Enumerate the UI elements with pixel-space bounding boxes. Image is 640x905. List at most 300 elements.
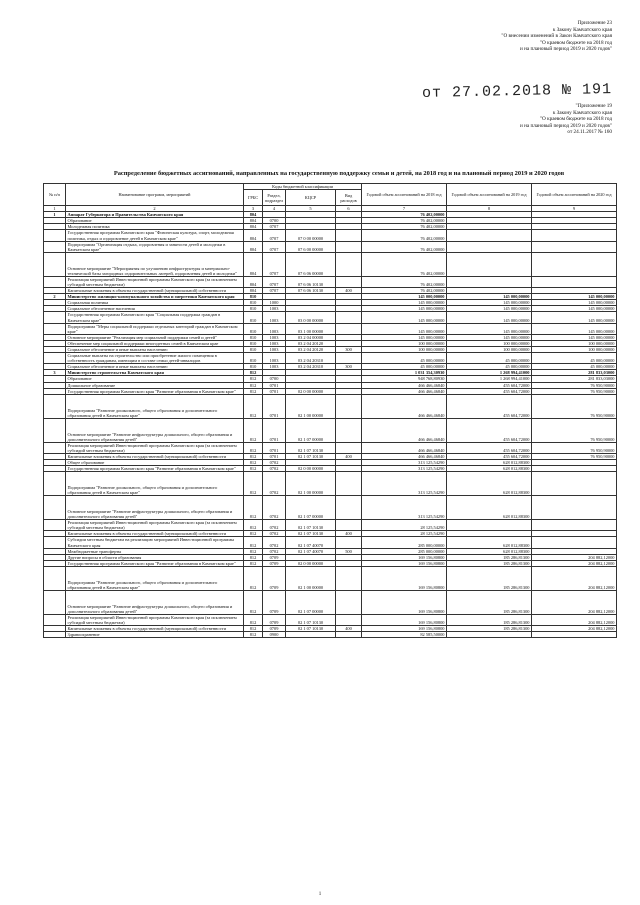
cell-kcsr: 02 1 07 00000 <box>286 418 336 442</box>
cell-y2019: 185 286,81300 <box>447 590 532 614</box>
page-number: 1 <box>318 892 322 897</box>
cell-grbs: 810 <box>244 364 263 370</box>
cell-vr <box>336 394 362 418</box>
col-name: Наименование программ, мероприятий <box>66 184 244 206</box>
cell-vr: 500 <box>336 548 362 554</box>
cell-grbs: 810 <box>244 312 263 323</box>
cell-name: Социальная политика <box>66 300 244 306</box>
cell-y2019 <box>447 632 532 638</box>
cell-y2018: 313 125,54290 <box>362 466 447 472</box>
cell-name: Межбюджетные трансферты <box>66 548 244 554</box>
cell-vr: 300 <box>336 346 362 352</box>
cell-num <box>44 230 66 241</box>
cell-vr <box>336 590 362 614</box>
cell-y2019: 455 604,72000 <box>447 442 532 453</box>
cell-y2018: 76 402,00000 <box>362 276 447 287</box>
cell-kcsr: 03 0 00 00000 <box>286 312 336 323</box>
cell-y2020: 204 882,12000 <box>532 554 617 560</box>
document-title: Распределение бюджетных ассигнований, направленных на государственную поддержку семьи и детей, на 2018 год и на плановый период 2019 и 2020 годов <box>113 170 565 177</box>
cell-grbs: 810 <box>244 346 263 352</box>
table-row <box>44 442 617 453</box>
cell-name: Капитальные вложения в объекты государственной (муниципальной) собственности <box>66 626 244 632</box>
column-index: 2 <box>66 206 244 212</box>
cell-grbs: 812 <box>244 442 263 453</box>
cell-kcsr: 02 1 07 10130 <box>286 531 336 537</box>
cell-y2020: 100 000,00000 <box>532 346 617 352</box>
cell-kcsr: 02 1 00 00000 <box>286 394 336 418</box>
cell-y2020: 281 833,03000 <box>532 376 617 382</box>
cell-grbs: 812 <box>244 394 263 418</box>
cell-grbs: 812 <box>244 590 263 614</box>
cell-name: Реализация мероприятий Инвестиционной программы Камчатского края (за исключением субсидий местным бюджетам) <box>66 442 244 453</box>
cell-grbs: 812 <box>244 388 263 394</box>
col-num: № п/п <box>44 184 66 206</box>
cell-y2020 <box>532 230 617 241</box>
cell-rz: 0702 <box>263 496 286 520</box>
cell-name: Образование <box>66 218 244 224</box>
cell-rz: 1003 <box>263 334 286 340</box>
cell-grbs: 812 <box>244 418 263 442</box>
cell-y2018: 313 125,54290 <box>362 472 447 496</box>
cell-y2018: 948 768,80930 <box>362 376 447 382</box>
cell-name: Реализация мероприятий Инвестиционной программы Камчатского края (за исключением субсидий местным бюджетам) <box>66 520 244 531</box>
cell-name: Социальное обеспечение и иные выплаты населению <box>66 364 244 370</box>
cell-name: Основное мероприятие "Развитие инфраструктуры дошкольного, общего образования и дополнительного образования детей" <box>66 590 244 614</box>
cell-rz: 0709 <box>263 560 286 566</box>
col-codes: Коды бюджетной классификации <box>244 184 362 190</box>
cell-vr <box>336 632 362 638</box>
cell-kcsr: 02 1 07 10130 <box>286 453 336 459</box>
cell-y2020: 145 000,00000 <box>532 300 617 306</box>
cell-y2020: 76 950,90000 <box>532 388 617 394</box>
table-row <box>44 312 617 323</box>
cell-rz: 0707 <box>263 241 286 252</box>
cell-y2018: 76 402,00000 <box>362 224 447 230</box>
cell-kcsr: 07 6 06 10130 <box>286 288 336 294</box>
cell-y2020 <box>532 276 617 287</box>
cell-y2020 <box>532 520 617 531</box>
cell-y2019: 628 012,88300 <box>447 466 532 472</box>
cell-kcsr <box>286 632 336 638</box>
cell-y2018: 45 000,00000 <box>362 353 447 364</box>
cell-num <box>44 394 66 418</box>
cell-rz: 0707 <box>263 252 286 276</box>
cell-name: Подпрограмма "Меры социальной поддержки отдельных категорий граждан в Камчатском крае" <box>66 323 244 334</box>
cell-grbs: 810 <box>244 300 263 306</box>
cell-num <box>44 537 66 548</box>
cell-grbs: 812 <box>244 496 263 520</box>
cell-y2020 <box>532 472 617 496</box>
cell-num <box>44 312 66 323</box>
cell-rz: 1003 <box>263 340 286 346</box>
cell-grbs: 812 <box>244 382 263 388</box>
cell-vr <box>336 566 362 590</box>
cell-y2018: 169 156,80800 <box>362 614 447 625</box>
cell-vr <box>336 418 362 442</box>
cell-y2020: 100 000,00000 <box>532 340 617 346</box>
cell-name: Основное мероприятие "Реализация мер социальной поддержки семей и детей" <box>66 334 244 340</box>
cell-y2019: 455 604,72000 <box>447 453 532 459</box>
cell-name: Основное мероприятие "Развитие инфраструктуры дошкольного, общего образования и дополнительного образования детей" <box>66 418 244 442</box>
cell-vr <box>336 537 362 548</box>
cell-y2020 <box>532 241 617 252</box>
table-row <box>44 230 617 241</box>
cell-name: Государственная программа Камчатского края "Социальная поддержка граждан в Камчатском крае" <box>66 312 244 323</box>
cell-grbs: 804 <box>244 212 263 218</box>
cell-y2018: 466 466,46840 <box>362 382 447 388</box>
cell-vr <box>336 472 362 496</box>
cell-vr <box>336 442 362 453</box>
header-line: "О краевом бюджете на 2018 год <box>539 116 612 123</box>
cell-y2019: 628 012,88300 <box>447 472 532 496</box>
cell-num <box>44 632 66 638</box>
cell-y2018: 466 466,46840 <box>362 394 447 418</box>
cell-y2018: 145 000,00000 <box>362 312 447 323</box>
cell-grbs: 812 <box>244 554 263 560</box>
cell-grbs: 812 <box>244 460 263 466</box>
cell-y2018: 76 402,00000 <box>362 218 447 224</box>
cell-y2018: 45 000,00000 <box>362 364 447 370</box>
cell-y2020 <box>532 496 617 520</box>
cell-name: Дошкольное образование <box>66 382 244 388</box>
table-row <box>44 520 617 531</box>
cell-name: Другие вопросы в области образования <box>66 554 244 560</box>
cell-y2019 <box>447 276 532 287</box>
cell-y2020: 204 882,12000 <box>532 566 617 590</box>
cell-y2019: 145 000,00000 <box>447 334 532 340</box>
cell-grbs: 804 <box>244 218 263 224</box>
cell-vr: 400 <box>336 531 362 537</box>
cell-y2019: 455 604,72000 <box>447 388 532 394</box>
cell-num <box>44 418 66 442</box>
cell-rz: 0702 <box>263 520 286 531</box>
cell-y2018: 169 156,80800 <box>362 554 447 560</box>
cell-name: Социальное обеспечение населения <box>66 306 244 312</box>
cell-rz: 0701 <box>263 388 286 394</box>
cell-num <box>44 590 66 614</box>
cell-y2019: 455 604,72000 <box>447 418 532 442</box>
cell-name: Образование <box>66 376 244 382</box>
cell-y2018: 466 466,46840 <box>362 453 447 459</box>
cell-y2019: 185 286,81300 <box>447 566 532 590</box>
cell-y2018: 76 402,00000 <box>362 252 447 276</box>
cell-rz: 0707 <box>263 230 286 241</box>
cell-y2020 <box>532 252 617 276</box>
cell-rz: 1003 <box>263 312 286 323</box>
cell-grbs: 810 <box>244 353 263 364</box>
cell-rz: 0702 <box>263 531 286 537</box>
table-row <box>44 537 617 548</box>
cell-grbs: 812 <box>244 472 263 496</box>
cell-grbs: 804 <box>244 224 263 230</box>
cell-grbs: 810 <box>244 323 263 334</box>
cell-rz: 0701 <box>263 418 286 442</box>
cell-y2018: 100 000,00000 <box>362 346 447 352</box>
cell-num: 3 <box>44 370 66 376</box>
cell-grbs: 812 <box>244 614 263 625</box>
cell-y2019: 145 000,00000 <box>447 323 532 334</box>
cell-y2020: 45 000,00000 <box>532 353 617 364</box>
cell-name: Молодежная политика <box>66 224 244 230</box>
cell-vr <box>336 614 362 625</box>
cell-vr <box>336 276 362 287</box>
cell-kcsr: 03 2 04 20310 <box>286 353 336 364</box>
cell-rz: 1003 <box>263 364 286 370</box>
cell-y2019: 455 604,72000 <box>447 394 532 418</box>
cell-rz: 1003 <box>263 346 286 352</box>
cell-kcsr: 02 0 00 00000 <box>286 560 336 566</box>
cell-grbs: 812 <box>244 537 263 548</box>
cell-y2019 <box>447 252 532 276</box>
cell-vr: 300 <box>336 364 362 370</box>
table-row <box>44 632 617 638</box>
cell-y2019: 45 000,00000 <box>447 353 532 364</box>
cell-kcsr: 02 1 07 10130 <box>286 520 336 531</box>
cell-kcsr: 03 2 04 20310 <box>286 364 336 370</box>
cell-y2018: 145 000,00000 <box>362 323 447 334</box>
cell-y2020: 204 882,12000 <box>532 560 617 566</box>
cell-rz: 0707 <box>263 276 286 287</box>
cell-rz: 0700 <box>263 376 286 382</box>
cell-grbs: 804 <box>244 252 263 276</box>
cell-grbs: 812 <box>244 626 263 632</box>
cell-y2020 <box>532 632 617 638</box>
cell-kcsr: 03 2 04 20120 <box>286 346 336 352</box>
cell-num: 2 <box>44 294 66 300</box>
cell-y2020: 76 950,90000 <box>532 453 617 459</box>
table-body <box>44 212 617 638</box>
cell-vr <box>336 323 362 334</box>
cell-grbs: 812 <box>244 531 263 537</box>
cell-grbs: 804 <box>244 241 263 252</box>
cell-name: Общее образование <box>66 460 244 466</box>
cell-grbs: 810 <box>244 334 263 340</box>
cell-y2018: 466 466,46840 <box>362 388 447 394</box>
cell-rz: 0700 <box>263 218 286 224</box>
col-2020: Годовой объем ассигнований на 2020 год <box>532 184 617 206</box>
cell-y2020: 76 950,90000 <box>532 418 617 442</box>
cell-y2018: 28 125,54290 <box>362 520 447 531</box>
cell-vr: 400 <box>336 288 362 294</box>
cell-y2019: 145 000,00000 <box>447 312 532 323</box>
cell-y2018: 145 000,00000 <box>362 300 447 306</box>
cell-name: Обеспечение мер социальной поддержки многодетных семей в Камчатском крае <box>66 340 244 346</box>
cell-grbs: 810 <box>244 306 263 312</box>
cell-y2020: 145 000,00000 <box>532 334 617 340</box>
cell-y2020: 281 833,03000 <box>532 370 617 376</box>
cell-rz: 0709 <box>263 566 286 590</box>
cell-y2019: 185 286,81300 <box>447 626 532 632</box>
cell-grbs: 812 <box>244 560 263 566</box>
cell-rz: 1003 <box>263 306 286 312</box>
cell-name: Капитальные вложения в объекты государственной (муниципальной) собственности <box>66 531 244 537</box>
cell-rz: 0707 <box>263 224 286 230</box>
cell-num <box>44 614 66 625</box>
table-row <box>44 496 617 520</box>
table-row <box>44 252 617 276</box>
cell-rz: 0702 <box>263 548 286 554</box>
cell-name: Государственная программа Камчатского края "Развитие образования в Камчатском крае" <box>66 560 244 566</box>
table-row <box>44 276 617 287</box>
cell-rz: 0701 <box>263 382 286 388</box>
cell-rz: 0701 <box>263 453 286 459</box>
cell-kcsr: 03 2 04 20120 <box>286 340 336 346</box>
cell-y2020: 204 882,12000 <box>532 626 617 632</box>
cell-y2020: 145 000,00000 <box>532 294 617 300</box>
column-index: 9 <box>532 206 617 212</box>
cell-grbs: 812 <box>244 466 263 472</box>
header-line: и на плановый период 2019 и 2020 годов" <box>520 122 612 129</box>
cell-name: Подпрограмма "Развитие дошкольного, общего образования и дополнительного образования детей в Камчатском крае" <box>66 394 244 418</box>
cell-name: Подпрограмма "Развитие дошкольного, общего образования и дополнительного образования детей в Камчатском крае" <box>66 566 244 590</box>
col-rz: Раздел, подраздел <box>263 190 286 206</box>
cell-vr <box>336 520 362 531</box>
table-row <box>44 590 617 614</box>
table-row <box>44 418 617 442</box>
cell-name: Социальное обеспечение и иные выплаты населению <box>66 346 244 352</box>
cell-num <box>44 472 66 496</box>
col-2018: Годовой объем ассигнований на 2018 год <box>362 184 447 206</box>
cell-num <box>44 276 66 287</box>
cell-rz: 0701 <box>263 394 286 418</box>
col-vr: Вид расходов <box>336 190 362 206</box>
header-line: "О краевом бюджете на 2018 год <box>539 39 612 46</box>
cell-y2019: 185 286,81300 <box>447 554 532 560</box>
cell-vr <box>336 353 362 364</box>
cell-y2019: 145 000,00000 <box>447 300 532 306</box>
cell-y2019: 628 012,88300 <box>447 548 532 554</box>
table-row <box>44 566 617 590</box>
cell-grbs: 812 <box>244 370 263 376</box>
column-index: 4 <box>263 206 286 212</box>
cell-name: Реализация мероприятий Инвестиционной программы Камчатского края (за исключением субсидий местным бюджетам) <box>66 614 244 625</box>
cell-y2019 <box>447 520 532 531</box>
cell-num <box>44 252 66 276</box>
cell-vr <box>336 496 362 520</box>
table-header-row <box>44 184 617 190</box>
cell-y2019: 455 604,72000 <box>447 382 532 388</box>
cell-grbs: 812 <box>244 376 263 382</box>
cell-num <box>44 496 66 520</box>
cell-y2018: 169 156,80800 <box>362 560 447 566</box>
table-row <box>44 323 617 334</box>
cell-y2020: 45 000,00000 <box>532 364 617 370</box>
cell-kcsr: 02 1 07 00000 <box>286 496 336 520</box>
date-stamp: от 27.02.2018 № 191 <box>421 81 613 102</box>
cell-y2018: 169 156,80800 <box>362 626 447 632</box>
cell-y2019: 628 012,88300 <box>447 537 532 548</box>
cell-rz: 0702 <box>263 466 286 472</box>
cell-y2019: 45 000,00000 <box>447 364 532 370</box>
cell-y2020: 76 950,90000 <box>532 394 617 418</box>
cell-y2020: 145 000,00000 <box>532 323 617 334</box>
cell-grbs: 810 <box>244 294 263 300</box>
header-line: "Приложение 19 <box>575 103 612 109</box>
col-2019: Годовой объем ассигнований на 2019 год <box>447 184 532 206</box>
cell-y2018: 76 402,00000 <box>362 212 447 218</box>
cell-rz: 0707 <box>263 288 286 294</box>
cell-y2018: 82 585,50000 <box>362 632 447 638</box>
cell-name: Министерство строительства Камчатского края <box>66 370 244 376</box>
cell-y2018: 145 000,00000 <box>362 306 447 312</box>
cell-y2020: 76 950,90000 <box>532 442 617 453</box>
header-line: от 24.11.2017 № 160 <box>567 129 612 136</box>
cell-kcsr: 02 1 07 00000 <box>286 590 336 614</box>
cell-y2020 <box>532 537 617 548</box>
cell-vr <box>336 230 362 241</box>
cell-num <box>44 520 66 531</box>
cell-name: Государственная программа Камчатского края "Развитие образования в Камчатском крае" <box>66 388 244 394</box>
cell-y2019: 628 012,88300 <box>447 496 532 520</box>
cell-rz: 0709 <box>263 626 286 632</box>
cell-name: Подпрограмма "Организация отдыха, оздоровления и занятости детей и молодежи в Камчатском крае" <box>66 241 244 252</box>
cell-y2020: 76 950,90000 <box>532 382 617 388</box>
cell-num <box>44 241 66 252</box>
cell-kcsr: 02 0 00 00000 <box>286 466 336 472</box>
cell-y2019 <box>447 241 532 252</box>
cell-y2020: 204 882,12000 <box>532 614 617 625</box>
cell-kcsr: 07 0 00 00000 <box>286 230 336 241</box>
header-line: "О внесении изменений в Закон Камчатского края <box>501 33 612 40</box>
cell-y2018: 313 125,54290 <box>362 496 447 520</box>
table-row <box>44 394 617 418</box>
cell-name: Министерство жилищно-коммунального хозяйства и энергетики Камчатского края <box>66 294 244 300</box>
cell-grbs: 804 <box>244 288 263 294</box>
column-index: 1 <box>44 206 66 212</box>
cell-rz: 1000 <box>263 300 286 306</box>
cell-y2020: 145 000,00000 <box>532 312 617 323</box>
cell-y2018: 169 156,80800 <box>362 590 447 614</box>
header-line: к Закону Камчатского края <box>552 109 612 116</box>
cell-grbs: 812 <box>244 453 263 459</box>
cell-kcsr: 02 1 07 10130 <box>286 614 336 625</box>
appendix-original-header <box>520 103 612 136</box>
cell-num <box>44 442 66 453</box>
cell-num <box>44 353 66 364</box>
cell-y2018: 76 402,00000 <box>362 230 447 241</box>
column-index: 3 <box>244 206 263 212</box>
header-line: и на плановый период 2019 и 2020 годов" <box>520 46 612 53</box>
cell-kcsr: 02 1 07 10130 <box>286 626 336 632</box>
cell-y2019: 185 286,81300 <box>447 560 532 566</box>
cell-grbs: 810 <box>244 340 263 346</box>
column-index: 7 <box>362 206 447 212</box>
cell-y2020: 145 000,00000 <box>532 306 617 312</box>
budget-table-wrapper <box>43 183 616 638</box>
cell-y2019: 145 000,00000 <box>447 294 532 300</box>
table-row <box>44 241 617 252</box>
cell-y2018: 466 466,46840 <box>362 418 447 442</box>
cell-y2018: 169 156,80800 <box>362 566 447 590</box>
cell-y2019: 100 000,00000 <box>447 340 532 346</box>
cell-name: Основное мероприятие "Мероприятия по улучшению инфраструктуры и материально-технической базы загородных оздоровительных лагерей, оздоровления детей и молодежи" <box>66 252 244 276</box>
cell-kcsr: 07 6 00 00000 <box>286 241 336 252</box>
cell-y2019: 1 268 994,41000 <box>447 370 532 376</box>
cell-vr: 400 <box>336 626 362 632</box>
cell-grbs: 804 <box>244 276 263 287</box>
cell-rz: 0900 <box>263 632 286 638</box>
cell-kcsr: 02 1 00 00000 <box>286 472 336 496</box>
cell-rz: 0709 <box>263 590 286 614</box>
cell-rz: 0702 <box>263 537 286 548</box>
cell-num <box>44 566 66 590</box>
cell-y2019: 628 012,88300 <box>447 460 532 466</box>
cell-name: Аппарат Губернатора и Правительства Камчатского края <box>66 212 244 218</box>
cell-name: Государственная программа Камчатского края "Развитие образования в Камчатском крае" <box>66 466 244 472</box>
cell-rz: 0702 <box>263 472 286 496</box>
cell-num <box>44 323 66 334</box>
cell-kcsr: 02 1 07 40070 <box>286 548 336 554</box>
